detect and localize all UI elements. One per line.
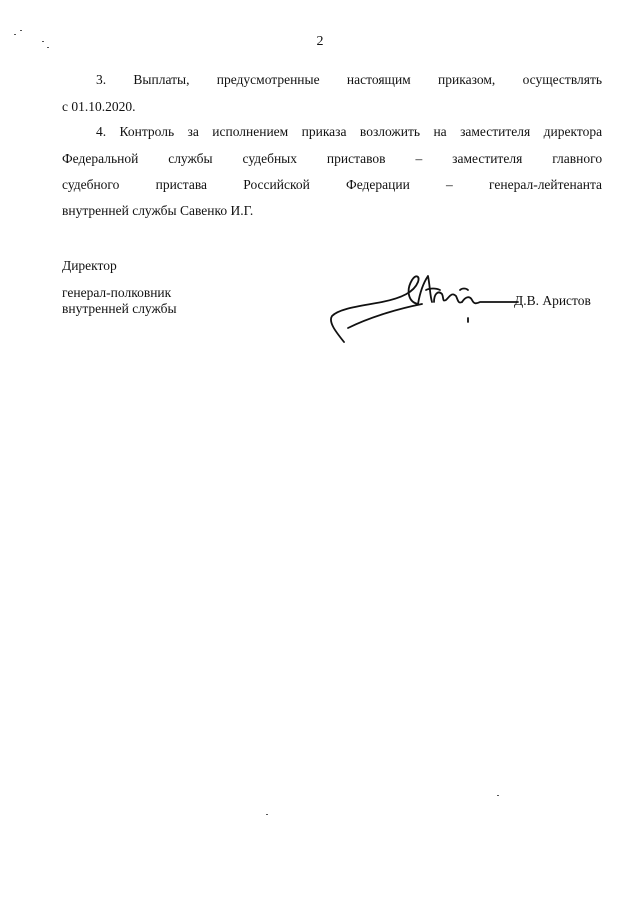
item4-line4: внутренней службы Савенко И.Г. (62, 203, 254, 218)
item4-word: Российской (243, 177, 310, 192)
item4-word: – (415, 151, 423, 166)
item4-line3 (62, 177, 602, 193)
item4-word: пристава (155, 177, 208, 192)
item4-word: заместителя (452, 151, 523, 166)
item4-word: исполнением (212, 124, 289, 139)
item3-word: настоящим (346, 72, 411, 87)
scan-speck (497, 795, 499, 796)
item4-line1 (96, 124, 602, 140)
item4-word: Федерации (346, 177, 410, 192)
signatory-rank-line2: внутренней службы (62, 301, 177, 316)
item4-line2 (62, 151, 602, 167)
item4-word: на (433, 124, 447, 139)
scan-speck (20, 30, 22, 31)
item3-word: предусмотренные (216, 72, 320, 87)
item3-line2: с 01.10.2020. (62, 99, 136, 114)
handwritten-signature (322, 266, 522, 348)
item4-word: главного (552, 151, 603, 166)
item4-word: приставов (326, 151, 386, 166)
item4-word: судебного (62, 177, 120, 192)
item3-line1 (96, 72, 602, 88)
item4-word: приказа (301, 124, 347, 139)
item4-word: возложить (359, 124, 421, 139)
item4-word: службы (168, 151, 213, 166)
item4-word: заместителя (460, 124, 531, 139)
signatory-name: Д.В. Аристов (514, 293, 591, 308)
signatory-title: Директор (62, 258, 117, 273)
signatory-rank-line1: генерал-полковник (62, 285, 172, 300)
item4-word: – (446, 177, 453, 192)
page-number: 2 (316, 34, 324, 49)
item4-word: генерал-лейтенанта (489, 177, 603, 192)
item4-word: Федеральной (62, 151, 139, 166)
item4-word: за (187, 124, 199, 139)
item3-word: 3. Выплаты, (96, 72, 190, 87)
scan-speck (266, 814, 268, 815)
item4-word: судебных (242, 151, 297, 166)
item4-word: директора (543, 124, 603, 139)
item3-word: приказом, (438, 72, 496, 87)
item3-word: осуществлять (522, 72, 603, 87)
item4-word: 4. Контроль (96, 124, 175, 139)
